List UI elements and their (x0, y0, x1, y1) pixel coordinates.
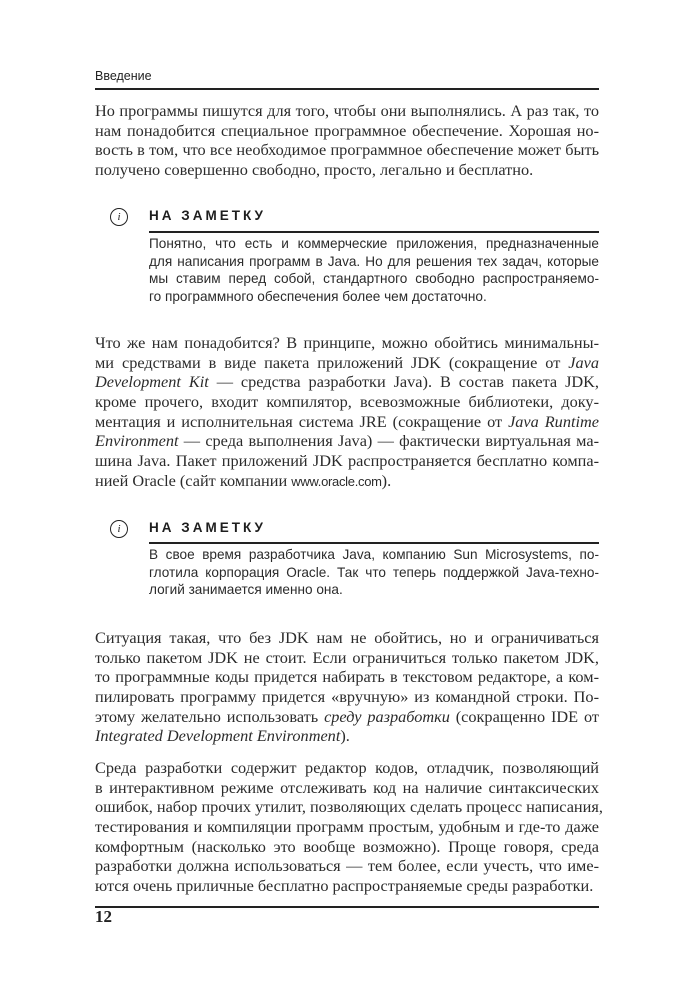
text-run: глотила корпорация Oracle. Так что теперь поддержкой Java-техно- (149, 564, 599, 580)
text-line (149, 564, 599, 582)
text-line (95, 687, 599, 707)
running-head: Введение (95, 69, 152, 83)
text-run: ются очень приличные бесплатно распространяемые среды разработки. (95, 876, 594, 896)
footer-rule (95, 906, 599, 908)
text-line (95, 101, 599, 121)
text-run: вость в том, что все необходимое программное обеспечение может быть (95, 140, 599, 160)
text-run: Понятно, что есть и коммерческие приложения, предназначенные (149, 236, 599, 251)
text-line (95, 707, 599, 727)
text-run: логий занимается именно она. (149, 582, 343, 597)
paragraph-4 (95, 758, 603, 896)
text-line (149, 270, 599, 288)
text-line (149, 235, 599, 253)
italic-term: Development Kit (95, 372, 209, 392)
text-line (95, 778, 599, 798)
text-line (95, 876, 599, 896)
text-line (95, 160, 599, 180)
text-run: разработки должна использоваться — тем более, если учесть, что име- (95, 856, 599, 876)
text-line (95, 856, 599, 876)
text-line (95, 121, 599, 141)
text-line (95, 412, 599, 432)
text-run: Что же нам понадобится? В принципе, можно обойтись минимальны- (95, 333, 599, 352)
text-run: В свое время разработчика Java, компанию Sun Microsystems, по- (149, 547, 599, 562)
text-line (149, 288, 599, 306)
text-line (95, 628, 599, 648)
text-line (95, 837, 599, 857)
text-line (95, 667, 599, 687)
text-run: получено совершенно свободно, просто, легально и бесплатно. (95, 160, 534, 180)
italic-term: Environment (95, 431, 179, 451)
italic-term: Integrated Development Environment (95, 726, 341, 746)
page-number: 12 (95, 907, 112, 926)
italic-term: среду разработки (324, 706, 450, 726)
text-run: Ситуация такая, что без JDK нам не обойтись, но и ограничиваться (95, 628, 599, 647)
paragraph-1 (95, 101, 599, 180)
text-run: ментация и исполнительная система JRE (сокращение от (95, 411, 509, 431)
text-line (95, 353, 599, 373)
text-run: кроме прочего, входит компилятор, всевозможные библиотеки, доку- (95, 392, 599, 412)
text-run: в интерактивном режиме отслеживать код на наличие синтаксических (95, 777, 599, 797)
text-line (95, 140, 599, 160)
text-line (95, 758, 599, 778)
text-run: ошибок, набор прочих утилит, позволяющих сделать процесс написания, (95, 797, 603, 817)
text-run: пилировать программу придется «вручную» из командной строки. По- (95, 687, 599, 707)
paragraph-3 (95, 628, 599, 746)
note-2-body (149, 546, 599, 599)
text-line (95, 817, 599, 837)
note-2-title: НА ЗАМЕТКУ (149, 520, 266, 535)
note-1-body (149, 235, 599, 305)
text-line (95, 797, 603, 817)
text-run: только пакетом JDK не стоит. Если ограничиться только пакетом JDK, (95, 647, 599, 667)
text-run: нией Oracle (сайт компании (95, 470, 292, 490)
italic-term: Java Runtime (508, 411, 599, 431)
text-run: — средства разработки Java). В состав пакета JDK, (208, 372, 599, 392)
text-line (95, 392, 599, 412)
text-run: шина Java. Пакет приложений JDK распространяется бесплатно компа- (95, 451, 599, 471)
note-1-rule (149, 231, 599, 233)
text-line (95, 471, 599, 491)
info-icon: i (110, 520, 128, 538)
text-line (95, 431, 599, 451)
text-run: ). (381, 470, 392, 490)
text-run: ми средствами в виде пакета приложений JDK (сокращение от (95, 352, 569, 372)
text-line (95, 726, 599, 746)
text-line (149, 546, 599, 564)
text-run: то программные коды придется набирать в текстовом редакторе, а ком- (95, 667, 599, 687)
text-line (149, 253, 599, 271)
text-run: нам понадобится специальное программное обеспечение. Хорошая но- (95, 120, 599, 140)
text-run: тестирования и компиляции программ простым, удобным и где-то даже (95, 817, 599, 837)
text-run: — среда выполнения Java) — фактически виртуальная ма- (178, 431, 599, 451)
text-line (149, 581, 599, 599)
url-text: www.oracle.com (291, 473, 382, 489)
text-run: этому желательно использовать (95, 706, 325, 726)
note-2-rule (149, 542, 599, 544)
text-line (95, 451, 599, 471)
text-line (95, 333, 599, 353)
text-run: Но программы пишутся для того, чтобы они выполнялись. А раз так, то (95, 101, 599, 120)
text-run: (сокращенно IDE от (449, 706, 599, 726)
text-run: комфортным (насколько это вообще возможно). Проще говоря, среда (95, 836, 599, 856)
header-rule (95, 88, 599, 90)
text-run: Среда разработки содержит редактор кодов, отладчик, позволяющий (95, 758, 599, 777)
paragraph-2 (95, 333, 599, 491)
italic-term: Java (568, 352, 599, 372)
text-run: го программного обеспечения более чем достаточно. (149, 288, 487, 304)
text-run: для написания программ в Java. Но для решения тех задач, которые (149, 253, 599, 269)
text-run: мы ставим перед собой, стандартного свободно распространяемо- (149, 271, 599, 286)
text-line (95, 648, 599, 668)
note-1-title: НА ЗАМЕТКУ (149, 208, 266, 223)
text-run: ). (340, 726, 350, 746)
info-icon: i (110, 208, 128, 226)
text-line (95, 372, 599, 392)
